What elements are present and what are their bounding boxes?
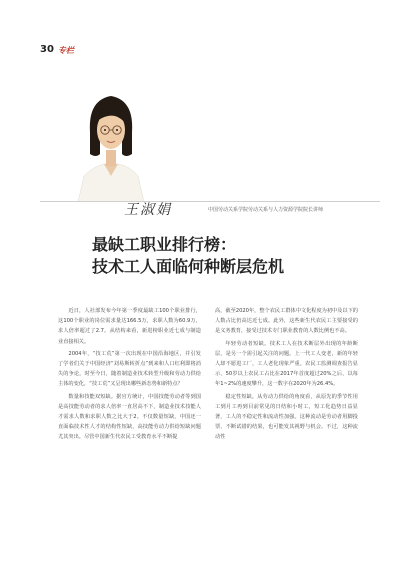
article-title (92, 234, 352, 278)
author-affiliation: 中国劳动关系学院劳动关系与人力资源学院院长讲师 (208, 207, 324, 213)
title-line-2: 技术工人面临何种断层危机 (92, 257, 285, 276)
paragraph: 2004年，“技工荒”第一次出现在中国沿海地区，并引发了学者们关于中国经济“刘易斯转折点”到来和人口红利即将消失的争论。时至今日，随着制造业技术转型升级和劳动力供给主体的变化，“技工荒”又呈现出哪些新态势和新特点？ (58, 350, 201, 388)
paragraph: 年轻劳动者短缺。技术工人在技术断层外出现的年龄断层，是另一个需引起关注的问题。上一代工人变老，新的年轻人却不愿进工厂，工人老化现象严重。农民工监测调查报告显示，50岁以上农民工占比在2017年首度超过20%之后，以每年1~2%的速度攀升，这一数字在2020年为26.4%。 (215, 340, 358, 388)
paragraph: 高，截至2020年，整个农民工群体中文化程度为初中及以下的人数占比仍高达近七成。此外，这些新生代农民工主要接受的是义务教育，接受过技术专门职业教育的人数比例也不高。 (215, 308, 358, 335)
paragraph: 数量和技能双短缺。据官方统计，中国技能劳动者等到国是高技能劳动者的求人倍率一直居高不下，制造业技术技能人才需求人数和求职人数之比大于2。不仅数量短缺，中国还一直面临技术性人才的结构性短缺，高技能劳动力供给短缺问题尤其突出。尽管中国新生代农民工受教育水平不断提 (58, 393, 201, 441)
paragraph: 近日，人社部发布今年第一季度最缺工100个职业排行，这100个职业的岗位需求量达166.5万，求职人数为60.9万，求人倍率超过了2.7。从结构来看，新进榜职业近七成与制造业直接相关。 (58, 308, 201, 345)
page-number: 30 (40, 44, 54, 55)
right-column (215, 306, 358, 551)
paragraph: 稳定性短缺。从劳动力供给的角度看，从原先的季节性用工到月工再到目前常见的日结和小时工，短工化趋势日益显著，工人的不稳定性和流动性加强。这种流动是劳动者用脚投票、不断试错的结果，也可能发其视野与机会。不过，这种流动性 (215, 393, 358, 441)
author-portrait (74, 84, 148, 202)
left-column (58, 306, 201, 551)
title-line-1: 最缺工职业排行榜： (92, 235, 237, 254)
article-body (58, 306, 358, 551)
author-signature: 王淑娟 (124, 202, 172, 218)
author-photo (74, 84, 148, 202)
section-tag: 专栏 (58, 46, 74, 55)
header-divider (40, 201, 380, 202)
